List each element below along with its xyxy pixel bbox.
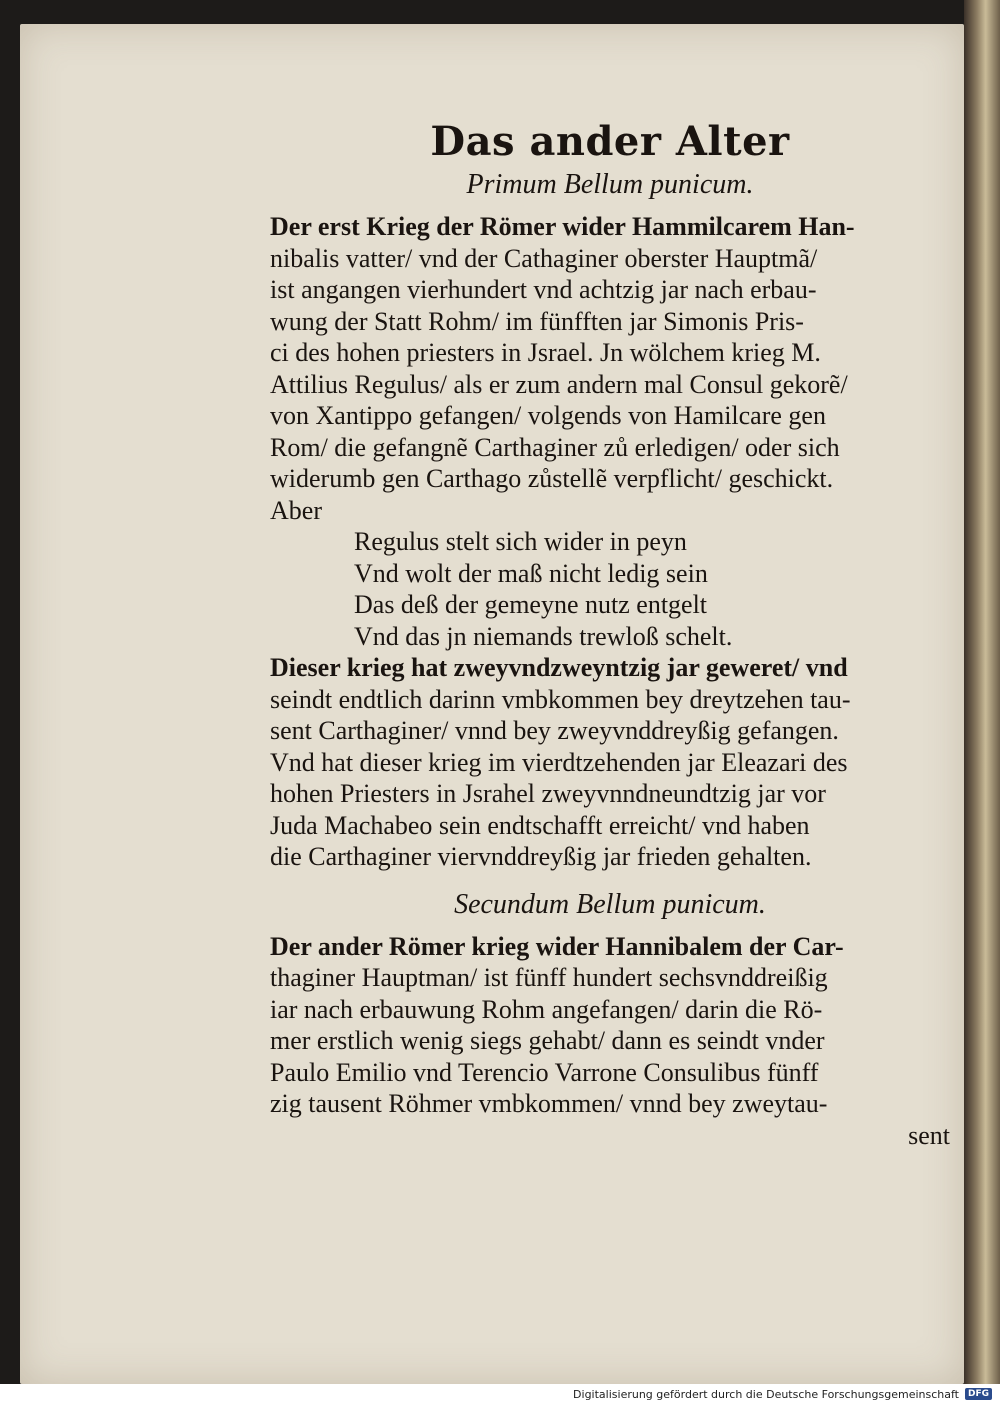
verse-line: Das deß der gemeyne nutz entgelt	[354, 590, 708, 619]
text-line: iar nach erbauwung Rohm angefangen/ darin die Rö-	[270, 994, 823, 1024]
page-text	[270, 118, 950, 1151]
text-line: seindt endtlich darinn vmbkommen bey dreytzehen tau-	[270, 684, 851, 714]
running-heading: Das ander Alter	[430, 118, 790, 165]
text-line: Dieser krieg hat zweyvndzweyntzig jar geweret/ vnd	[270, 653, 848, 682]
text-line: nibalis vatter/ vnd der Cathaginer oberster Hauptmã/	[270, 243, 818, 273]
dfg-logo: DFG	[965, 1388, 992, 1400]
section-title-1: Primum Bellum punicum.	[466, 169, 754, 200]
funding-notice: Digitalisierung gefördert durch die Deutsche Forschungsgemeinschaft	[573, 1387, 959, 1401]
page-gutter	[964, 0, 1000, 1384]
verse-line: Vnd das jn niemands trewloß schelt.	[354, 621, 733, 651]
text-line: hohen Priesters in Jsrahel zweyvnndneundtzig jar vor	[270, 779, 826, 808]
catchword: sent	[908, 1120, 950, 1150]
text-line: Der erst Krieg der Römer wider Hammilcarem Han-	[270, 212, 855, 241]
text-line: sent Carthaginer/ vnnd bey zweyvnddreyßig gefangen.	[270, 716, 839, 745]
section1-paragraph2	[270, 652, 950, 873]
text-line: Aber	[270, 495, 322, 525]
text-line: Attilius Regulus/ als er zum andern mal Consul gekorẽ/	[270, 369, 848, 399]
text-line: von Xantippo gefangen/ volgends von Hamilcare gen	[270, 401, 826, 430]
text-line: ist angangen vierhundert vnd achtzig jar nach erbau-	[270, 275, 817, 304]
text-line: ci des hohen priesters in Jsrael. Jn wölchem krieg M.	[270, 338, 821, 367]
text-line: Vnd hat dieser krieg im vierdtzehenden jar Eleazari des	[270, 747, 848, 777]
verse-line: Vnd wolt der maß nicht ledig sein	[354, 558, 708, 588]
text-line: Paulo Emilio vnd Terencio Varrone Consulibus fünff	[270, 1057, 819, 1087]
text-line: Rom/ die gefangnẽ Carthaginer zů erledigen/ oder sich	[270, 432, 840, 462]
section2-paragraph1	[270, 931, 950, 1152]
footer-bar	[0, 1384, 1000, 1404]
verse-line: Regulus stelt sich wider in peyn	[354, 527, 687, 556]
text-line: widerumb gen Carthago zůstellẽ verpflicht/ geschickt.	[270, 464, 834, 493]
text-line: zig tausent Röhmer vmbkommen/ vnnd bey zweytau-	[270, 1089, 828, 1118]
text-line: thaginer Hauptman/ ist fünff hundert sechsvnddreißig	[270, 963, 828, 992]
text-line: mer erstlich wenig siegs gehabt/ dann es seindt vnder	[270, 1026, 825, 1055]
section1-paragraph1	[270, 211, 950, 526]
verse-block	[354, 526, 950, 652]
text-line: Juda Machabeo sein endtschafft erreicht/ vnd haben	[270, 810, 810, 840]
text-line: Der ander Römer krieg wider Hannibalem der Car-	[270, 931, 844, 961]
section-title-2: Secundum Bellum punicum.	[454, 888, 766, 920]
text-line: die Carthaginer viervnddreyßig jar frieden gehalten.	[270, 842, 812, 871]
text-line: wung der Statt Rohm/ im fünfften jar Simonis Pris-	[270, 306, 804, 336]
